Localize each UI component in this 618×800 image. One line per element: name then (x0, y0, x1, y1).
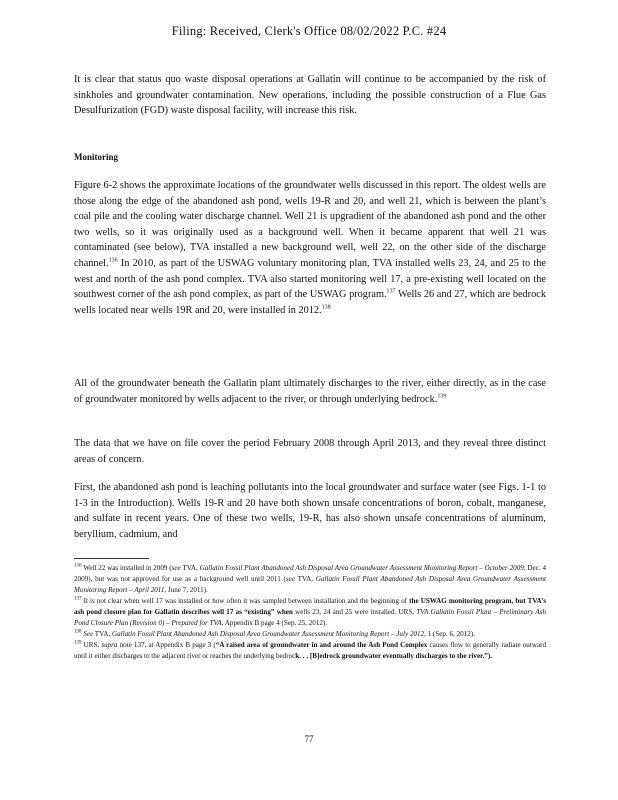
footnote-text: TVA, (180, 564, 200, 572)
discharge-paragraph-block (74, 376, 546, 407)
section-heading-monitoring: Monitoring (74, 152, 118, 162)
footnote-136 (74, 563, 546, 596)
monitoring-paragraph-block (74, 178, 546, 318)
footnote-citation-title: Gallatin Fossil Plant Abandoned Ash Disposal Area Groundwater Assessment Monitoring Report – July 2012 (112, 630, 425, 638)
data-period-paragraph-block (74, 436, 546, 467)
footnote-divider (74, 558, 149, 559)
footnotes-block (74, 563, 546, 662)
footnote-signal: see (285, 575, 295, 583)
section-heading-block (74, 152, 546, 162)
footnote-text: wells 23, 24 and 25 were installed. URS, (292, 608, 417, 616)
page-number: 77 (304, 734, 314, 744)
paragraph-wells (74, 178, 546, 318)
filing-header: Filing: Received, Clerk's Office 08/02/2022 P.C. #24 (171, 24, 447, 38)
footnote-text: URS, (81, 641, 102, 649)
paragraph-discharge (74, 376, 546, 407)
footnote-citation-title: Gallatin Fossil Plant Abandoned Ash Disposal Area Groundwater Assessment Monitoring Report – October 2009 (199, 564, 524, 572)
footnote-signal: See (83, 630, 94, 638)
footnote-text: It is not clear when well 17 was installed or how often it was sampled between installation and the beginning of (81, 597, 410, 605)
paragraph-findings: First, the abandoned ash pond is leaching pollutants into the local groundwater and surface water (see Figs. 1-1 to 1-3 in the Introduction). Wells 19-R and 20 have both shown unsafe concentrations of boron, cobalt, manganese, and sulfate in recent years. One of these two wells, 19-R, has also shown unsafe concentrations of aluminum, beryllium, cadmium, and (74, 482, 546, 540)
footnote-text: Well 22 was installed in 2009 ( (81, 564, 172, 572)
footnote-text: , 1 (Sep. 6, 2012). (424, 630, 475, 638)
paragraph-data-period: The data that we have on file cover the period February 2008 through April 2013, and they reveal three distinct areas of concern. (74, 438, 546, 465)
footnote-citation-title: TVA Gallatin Fossil Plant – Preliminary Ash Pond Closure Plan (Revision 0) – Prepared for TVA (74, 608, 546, 627)
findings-paragraph-block (74, 480, 546, 542)
footnote-signal: see (171, 564, 181, 572)
footnote-text: , June 7, 2011). (164, 586, 208, 594)
footnote-ref-138: 138 (321, 304, 331, 311)
footnote-number: 139 (74, 640, 82, 646)
footnote-text-bold: “A raised area of groundwater in and around the Ash Pond Complex (215, 641, 428, 649)
footnote-138 (74, 629, 546, 640)
footnote-text: TVA, (294, 575, 316, 583)
footnote-text-bold: k. . . [B]edrock groundwater eventually discharges to the river.”). (295, 652, 493, 660)
paragraph-wells-text-a: Figure 6-2 shows the approximate locations of the groundwater wells discussed in this report. The oldest wells are those along the edge of the abandoned ash pond, wells 19-R and 20, and well 21, which is between the plant’s coal pile and the cooling water discharge channel. Well 21 is upgradient of the abandoned ash pond and the other two wells, so it was originally used as a background well. When it became apparent that well 21 was contaminated (see below), TVA installed a new background well, well 22, on the other side of the discharge channel. (74, 180, 546, 269)
footnote-text: , Appendix B page 4 (Sep. 25, 2012). (221, 619, 328, 627)
footnote-ref-136: 136 (108, 257, 118, 264)
footnote-signal: supra (101, 641, 118, 649)
footnote-text: TVA, (93, 630, 112, 638)
footnote-139 (74, 640, 546, 662)
paragraph-wells-text-b: In 2010, as part of the USWAG voluntary monitoring plan, TVA installed wells 23, 24, and 25 to the west and north of the ash pond complex. TVA also started monitoring well 17, a pre-existing well located on the southwest corner of the ash pond complex, as part of the USWAG program. (74, 257, 546, 301)
footnote-137 (74, 596, 546, 629)
footnote-number: 136 (74, 563, 82, 569)
footnote-ref-139: 139 (437, 393, 447, 400)
footnote-citation-title: Gallatin Fossil Plant Abandoned Ash Disposal Area Groundwater Assessment Monitoring Report – April 2011 (74, 575, 546, 594)
footnote-number: 138 (74, 629, 82, 635)
footnote-text: , Dec. 4 2009), but was not approved for use as a background well until 2011 ( (74, 564, 546, 583)
footnote-ref-137: 137 (386, 288, 396, 295)
footnote-text-bold: the USWAG monitoring program, but TVA’s ash pond closure plan for Gallatin describes well 17 as “existing” when (74, 597, 546, 616)
paragraph-wells-text-c: Wells 26 and 27, which are bedrock wells located near wells 19R and 20, were installed in 2012. (74, 289, 546, 316)
intro-paragraph-block (74, 72, 546, 119)
paragraph-risk: It is clear that status quo waste disposal operations at Gallatin will continue to be accompanied by the risk of sinkholes and groundwater contamination. New operations, including the possible construction of a Flue Gas Desulfurization (FGD) waste disposal facility, will increase this risk. (74, 74, 546, 117)
paragraph-discharge-text: All of the groundwater beneath the Gallatin plant ultimately discharges to the river, either directly, as in the case of groundwater monitored by wells adjacent to the river, or through underlying bedrock. (74, 378, 546, 405)
footnote-text: note 137, at Appendix B page 3 ( (117, 641, 216, 649)
footnote-number: 137 (74, 596, 82, 602)
footnote-text: causes flow to generally radiate outward until it either discharges to the adjacent river or reaches the underlying bedroc (74, 641, 547, 660)
